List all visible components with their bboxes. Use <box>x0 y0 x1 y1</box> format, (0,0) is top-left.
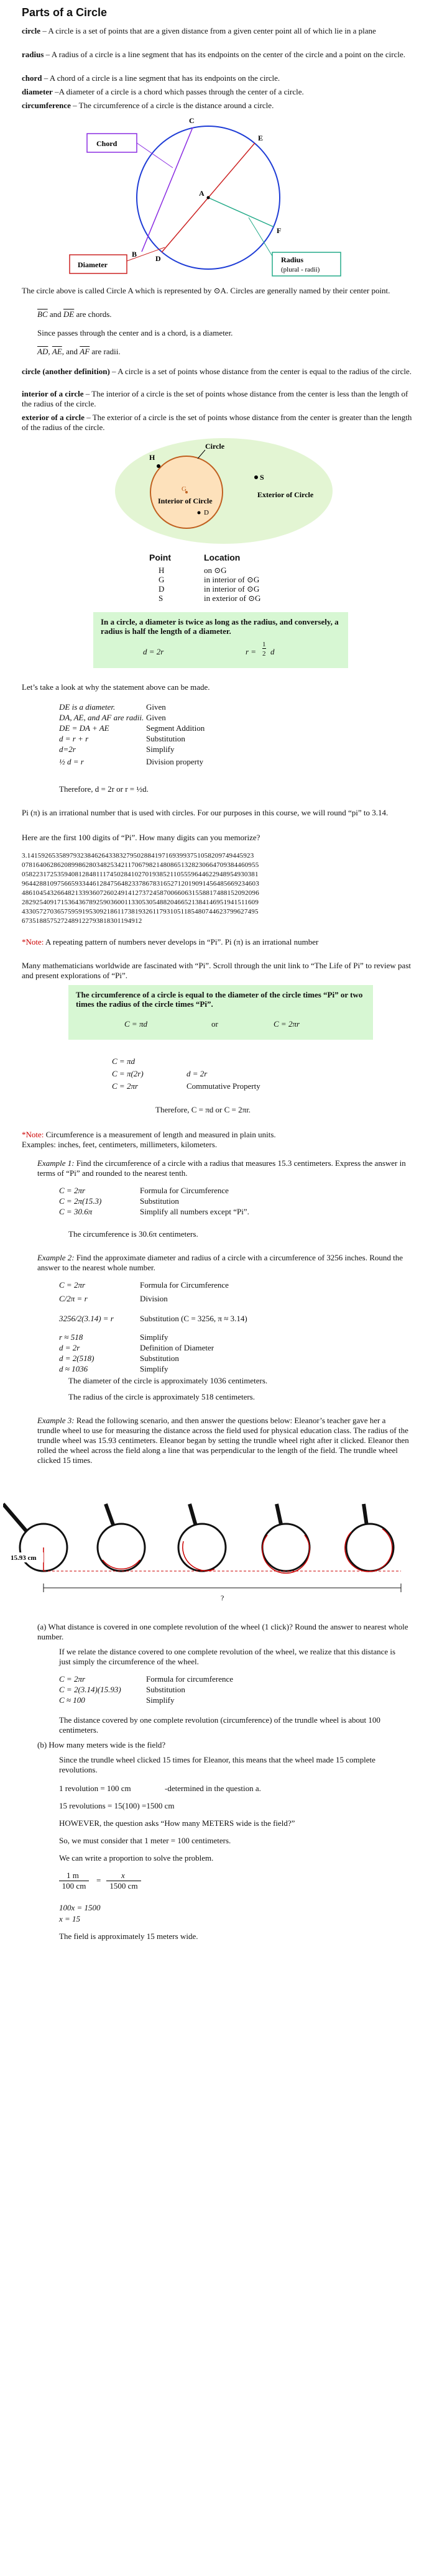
interior-def <box>22 389 420 409</box>
example-2-result-1: The diameter of the circle is approximately 1036 centimeters. <box>68 1376 268 1385</box>
point-s-dot <box>254 475 258 479</box>
since-line: Since passes through the center and is a chord, is a diameter. <box>37 328 233 337</box>
example-reason: Definition of Diameter <box>140 1343 214 1352</box>
formula-r-d: d <box>270 647 275 656</box>
example-1-question <box>37 1158 410 1178</box>
revolution-line: 1 revolution = 100 cm <box>59 1784 131 1793</box>
pi-digits-line: 4330572703657595919530921861173819326117931051185480744623799627495 <box>22 908 259 915</box>
chord-label: Chord <box>96 139 117 148</box>
derivation <box>0 1057 442 1094</box>
definition-term: circle <box>22 26 41 35</box>
example-reason: Simplify <box>146 1695 175 1705</box>
trundle-wheel <box>178 1524 226 1571</box>
example-reason: Formula for circumference <box>146 1674 234 1684</box>
pi-digits-line: 0582231725359408128481117450284102701938521105559644622948954930381 <box>22 871 259 878</box>
revolution-note: -determined in the question a. <box>165 1784 261 1793</box>
note-1 <box>22 937 420 947</box>
segment-de: $\overline{DE}$ <box>63 309 75 319</box>
therefore-2: Therefore, C = πd or C = 2πr. <box>155 1105 251 1114</box>
example-step: C = 2π(15.3) <box>59 1196 102 1206</box>
point-h-dot <box>157 464 160 468</box>
proof-reason: Simplify <box>146 745 175 754</box>
page-title: Parts of a Circle <box>22 6 108 19</box>
example-step: d ≈ 1036 <box>59 1364 88 1373</box>
interior-exterior-diagram <box>112 435 336 547</box>
definition-text: –A diameter of a circle is a chord which passes through the center of a circle. <box>52 87 304 96</box>
definition-term: circumference <box>22 101 71 110</box>
example-step: d = 2(518) <box>59 1354 94 1363</box>
question-b: (b) How many meters wide is the field? <box>37 1740 166 1749</box>
table-cell: in interior of ⊙G <box>204 584 260 594</box>
circle-def2 <box>22 367 420 377</box>
example-reason: Simplify all numbers except “Pi”. <box>140 1207 249 1216</box>
table-header-point: Point <box>149 552 171 562</box>
wheel-radius-label: 15.93 cm <box>11 1554 37 1562</box>
formula-c-pid: C = πd <box>124 1019 147 1029</box>
example-step: r ≈ 518 <box>59 1332 83 1342</box>
definition-text: – The interior of a circle is the set of points whose distance from the center is less than the length of the radius of the circle. <box>22 389 408 408</box>
example-2-steps <box>0 1280 442 1405</box>
pi-digits-line: 9644288109756659334461284756482337867831652712019091456485669234603 <box>22 880 259 887</box>
example-2-question <box>37 1253 410 1273</box>
definition-term: chord <box>22 73 42 83</box>
box-text: In a circle, a diameter is twice as long as the radius, and conversely, a radius is half the length of a diameter. <box>101 617 339 636</box>
fraction-one: 1 <box>262 641 266 648</box>
example-step: C = 30.6π <box>59 1207 93 1216</box>
definition-circumference <box>22 101 420 111</box>
point-label-e: E <box>258 134 264 142</box>
example-reason: Substitution (C = 3256, π ≈ 3.14) <box>140 1314 247 1323</box>
table-header-location: Location <box>204 552 241 562</box>
therefore-1: Therefore, d = 2r or r = ½d. <box>59 784 149 794</box>
definition-term: diameter <box>22 87 53 96</box>
lets-look-text: Let’s take a look at why the statement above can be made. <box>22 682 210 692</box>
example-step: C/2π = r <box>59 1294 88 1303</box>
pi-digits-line: 2829254091715364367892590360011330530548820466521384146951941511609 <box>22 899 259 906</box>
example-step: C = 2(3.14)(15.93) <box>59 1685 121 1694</box>
definition-text: – The exterior of a circle is the set of points whose distance from the center is greater than the length of the radius of the circle. <box>22 413 412 432</box>
point-label-d: D <box>155 254 161 263</box>
segment-ae: $\overline{AE}$ <box>52 347 62 356</box>
question-b-proportion-intro: We can write a proportion to solve the problem. <box>59 1853 214 1863</box>
proportion-equals: = <box>96 1876 101 1885</box>
point-label-d: D <box>204 509 209 516</box>
note-label: *Note: <box>22 937 44 947</box>
box-text: The circumference of a circle is equal to the diameter of the circle times “Pi” or two times the radius of the circle times “Pi”. <box>76 990 363 1009</box>
trundle-wheel-diagram <box>3 1479 438 1603</box>
proof-statement: DE is a diameter. <box>59 702 116 712</box>
point-label-f: F <box>277 226 282 235</box>
pi-digits-block <box>22 851 420 926</box>
example-2-result-2: The radius of the circle is approximately 518 centimeters. <box>68 1392 255 1401</box>
example-label: Example 2: <box>37 1253 75 1262</box>
segment-af: $\overline{AF}$ <box>80 347 90 356</box>
proof-reason: Given <box>146 702 166 712</box>
example-text: Find the circumference of a circle with a radius that measures 15.3 centimeters. Express the answer in terms of “Pi” and rounded to the nearest tenth. <box>37 1158 406 1178</box>
example-reason: Formula for Circumference <box>140 1186 229 1195</box>
proof-table <box>0 702 442 777</box>
example-1-result: The circumference is 30.6π centimeters. <box>68 1229 198 1239</box>
example-3-scenario <box>37 1416 410 1465</box>
chords-line: $\overline{BC}$ and $\overline{DE}$ are chords. <box>37 309 112 319</box>
revolution-15-line: 15 revolutions = 15(100) =1500 cm <box>59 1801 175 1810</box>
definition-text: – A radius of a circle is a line segment that has its endpoints on the center of the circle and a point on the circle. <box>44 50 405 59</box>
example-step: d = 2r <box>59 1343 80 1352</box>
pi-first-100: Here are the first 100 digits of “Pi”. How many digits can you memorize? <box>22 833 260 842</box>
derivation-step: C = π(2r) <box>112 1069 144 1078</box>
example-step: C = 2πr <box>59 1280 86 1290</box>
diameter-radius-box <box>93 612 348 668</box>
question-a-explanation: If we relate the distance covered to one complete revolution of the wheel, we realize that this distance is just simply the circumference of the wheel. <box>59 1647 396 1666</box>
table-cell: in exterior of ⊙G <box>204 594 261 603</box>
table-cell: D <box>159 584 165 594</box>
example-step: 3256/2(3.14) = r <box>59 1314 114 1323</box>
center-point-a <box>207 196 210 199</box>
circle-label: Circle <box>205 442 225 451</box>
proof-reason: Given <box>146 713 166 722</box>
definition-text: – A chord of a circle is a line segment that has its endpoints on the circle. <box>42 73 280 83</box>
definition-circle <box>22 26 420 36</box>
segment-ad: $\overline{AD}$ <box>37 347 48 356</box>
trundle-wheel <box>262 1524 310 1571</box>
circumference-box <box>68 985 373 1040</box>
fraction-two: 2 <box>262 650 266 658</box>
proof-statement: ½ d = r <box>59 757 84 766</box>
note-text: A repeating pattern of numbers never develops in “Pi”. Pi (π) is an irrational number <box>44 937 319 947</box>
proof-reason: Segment Addition <box>146 723 205 733</box>
interior-label: Interior of Circle <box>158 497 213 505</box>
exterior-def <box>22 413 420 433</box>
table-cell: S <box>159 594 163 603</box>
proof-statement: DE = DA + AE <box>59 723 109 733</box>
derivation-reason: Commutative Property <box>186 1081 260 1091</box>
formula-c-2pir: C = 2πr <box>274 1019 300 1029</box>
question-a: (a) What distance is covered in one complete revolution of the wheel (1 click)? Round the answer to nearest whole number. <box>37 1622 408 1641</box>
formula-r-label: r = <box>246 647 257 656</box>
example-label: Example 1: <box>37 1158 75 1168</box>
definition-term: radius <box>22 50 44 59</box>
exterior-label: Exterior of Circle <box>257 490 314 499</box>
proof-statement: d=2r <box>59 745 76 754</box>
definition-term: circle (another definition) <box>22 367 110 376</box>
note-2 <box>22 1130 420 1140</box>
definition-text: – The circumference of a circle is the distance around a circle. <box>70 101 274 110</box>
table-cell: in interior of ⊙G <box>204 575 260 584</box>
diameter-label: Diameter <box>78 260 108 269</box>
proof-reason: Substitution <box>146 734 185 743</box>
definition-term: exterior of a circle <box>22 413 85 422</box>
solve-step: x = 15 <box>59 1914 81 1923</box>
example-reason: Substitution <box>146 1685 185 1694</box>
proof-statement: DA, AE, and AF are radii. <box>59 713 144 722</box>
example-reason: Substitution <box>140 1196 179 1206</box>
question-b-result: The field is approximately 15 meters wide. <box>59 1932 198 1941</box>
pi-digits-line: 3.1415926535897932384626433832795028841971693993751058209749445923 <box>22 852 254 859</box>
question-a-result: The distance covered by one complete revolution (circumference) of the trundle wheel is about 100 centimeters. <box>59 1715 380 1735</box>
radius-label: Radius <box>281 255 304 264</box>
example-text: Read the following scenario, and then answer the questions below: Eleanor’s teacher gave her a trundle wheel to use for measuring the distance across the field used for physical education class. The radius of the trundle wheel was 15.93 centimeters. Eleanor began by setting the trundle wheel right after it clicked. Eleanor then rolled the wheel across the field along a line that was perpendicular to the length of the field. The trundle wheel clicked 15 times. <box>37 1416 409 1465</box>
definition-radius <box>22 50 420 60</box>
definition-term: interior of a circle <box>22 389 84 398</box>
definition-chord <box>22 73 420 83</box>
proportion-left-num: 1 m <box>67 1871 79 1880</box>
table-cell: G <box>159 575 165 584</box>
derivation-step: C = 2πr <box>112 1081 139 1091</box>
examples-line: Examples: inches, feet, centimeters, millimeters, kilometers. <box>22 1140 218 1149</box>
point-label-g: G <box>182 485 186 493</box>
circle-named-text: The circle above is called Circle A which is represented by ⊙A. Circles are generally named by their center point. <box>22 286 390 295</box>
point-label-s: S <box>260 473 264 482</box>
chord-pointer <box>137 143 173 168</box>
definition-diameter <box>22 87 420 97</box>
segment-bc: $\overline{BC}$ <box>37 309 48 319</box>
pi-digits-line: 0781640628620899862803482534211706798214808651328230664709384460955 <box>22 861 259 869</box>
example-1-steps <box>0 1186 442 1223</box>
example-text: Find the approximate diameter and radius of a circle with a circumference of 3256 inches. Round the answer to the nearest whole number. <box>37 1253 403 1272</box>
proportion-right-den: 1500 cm <box>106 1881 141 1891</box>
table-cell: H <box>159 566 165 575</box>
derivation-step: C = πd <box>112 1057 135 1066</box>
pi-digits-line: 4861045432664821339360726024914127372458700660631558817488152092096 <box>22 889 259 897</box>
trundle-wheel <box>98 1524 145 1571</box>
proportion-right-num: x <box>121 1871 125 1880</box>
pi-digits-line: 6735188575272489122793818301194912 <box>22 917 142 925</box>
point-label-b: B <box>132 250 137 259</box>
formula-or: or <box>211 1019 218 1029</box>
example-reason: Formula for Circumference <box>140 1280 229 1290</box>
point-label-c: C <box>189 116 195 125</box>
question-b-however: HOWEVER, the question asks “How many METERS wide is the field?” <box>59 1818 295 1828</box>
proportion <box>59 1871 183 1895</box>
pi-intro: Pi (π) is an irrational number that is used with circles. For our purposes in this course, we will round “pi” to 3.14. <box>22 808 389 817</box>
point-d-dot <box>198 511 201 515</box>
question-a-steps <box>0 1674 442 1708</box>
proof-reason: Division property <box>146 757 204 766</box>
example-reason: Simplify <box>140 1332 168 1342</box>
formula-d-2r: d = 2r <box>143 647 164 656</box>
point-label-h: H <box>149 453 155 462</box>
point-label-a: A <box>199 189 205 198</box>
circle-parts-diagram <box>62 112 373 280</box>
question-b-meter: So, we must consider that 1 meter = 100 centimeters. <box>59 1836 231 1845</box>
example-reason: Division <box>140 1294 168 1303</box>
definition-text: – A circle is a set of points whose distance from the center is equal to the radius of the circle. <box>109 367 412 376</box>
example-reason: Simplify <box>140 1364 168 1373</box>
example-label: Example 3: <box>37 1416 75 1425</box>
distance-question: ? <box>221 1593 224 1602</box>
chord-bc <box>142 127 193 252</box>
derivation-reason: d = 2r <box>186 1069 208 1078</box>
example-step: C ≈ 100 <box>59 1695 85 1705</box>
proof-statement: d = r + r <box>59 734 89 743</box>
solve-step: 100x = 1500 <box>59 1903 101 1912</box>
table-cell: on ⊙G <box>204 566 227 575</box>
example-reason: Substitution <box>140 1354 179 1363</box>
many-math-text: Many mathematicians worldwide are fascinated with “Pi”. Scroll through the unit link to “The Life of Pi” to review past and present explorations of “Pi”. <box>22 961 411 980</box>
definition-text: – A circle is a set of points that are a given distance from a given center point all of which lie in a plane <box>40 26 376 35</box>
note-label: *Note: <box>22 1130 44 1139</box>
radius-af <box>208 198 274 227</box>
question-b-p1: Since the trundle wheel clicked 15 times for Eleanor, this means that the wheel made 15 complete revolutions. <box>59 1755 375 1774</box>
note-text: Circumference is a measurement of length and measured in plain units. <box>44 1130 276 1139</box>
example-step: C = 2πr <box>59 1674 86 1684</box>
proportion-left-den: 100 cm <box>59 1881 89 1891</box>
example-step: C = 2πr <box>59 1186 86 1195</box>
radius-sub-label: (plural - radii) <box>281 266 320 273</box>
radii-line: $\overline{AD}$, $\overline{AE}$, and $\overline{AF}$ are radii. <box>37 347 121 356</box>
